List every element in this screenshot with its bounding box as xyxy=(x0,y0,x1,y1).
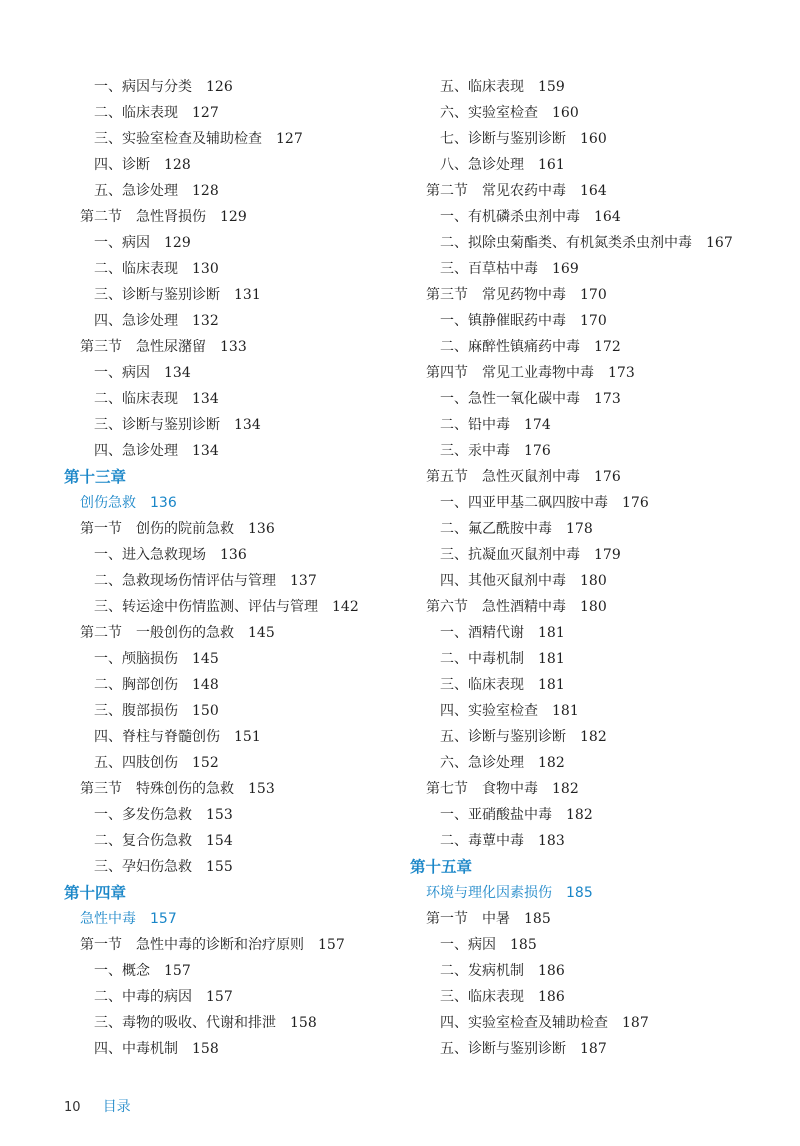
toc-chapter-text: 第十四章 xyxy=(64,884,127,902)
toc-entry-title: 一、多发伤急救 xyxy=(94,807,192,823)
toc-item-entry[interactable] xyxy=(410,958,780,984)
toc-entry-page: 187 xyxy=(622,1015,649,1031)
toc-entry-page: 157 xyxy=(150,911,177,927)
toc-item-entry[interactable] xyxy=(410,152,780,178)
toc-entry-title: 环境与理化因素损伤 xyxy=(426,885,552,901)
toc-entry-title: 二、氟乙酰胺中毒 xyxy=(440,521,552,537)
toc-entry-page: 160 xyxy=(552,105,579,121)
toc-entry-page: 173 xyxy=(594,391,621,407)
toc-entry-page: 185 xyxy=(566,885,593,901)
toc-entry-title: 五、四肢创伤 xyxy=(94,755,178,771)
toc-item-entry[interactable] xyxy=(410,698,780,724)
toc-item-entry[interactable] xyxy=(410,542,780,568)
toc-item-entry[interactable] xyxy=(410,984,780,1010)
toc-entry-title: 四、急诊处理 xyxy=(94,313,178,329)
toc-entry-page: 145 xyxy=(248,625,275,641)
toc-entry-page: 181 xyxy=(552,703,579,719)
toc-entry-title: 第三节 特殊创伤的急救 xyxy=(80,781,234,797)
toc-item-entry[interactable] xyxy=(410,412,780,438)
toc-entry-title: 三、腹部损伤 xyxy=(94,703,178,719)
toc-chapter-heading[interactable] xyxy=(410,854,780,880)
toc-entry-page: 167 xyxy=(706,235,733,251)
toc-entry-page: 129 xyxy=(164,235,191,251)
toc-entry-title: 三、诊断与鉴别诊断 xyxy=(94,417,220,433)
toc-section-entry[interactable] xyxy=(410,360,780,386)
toc-entry-page: 157 xyxy=(318,937,345,953)
toc-entry-title: 四、实验室检查 xyxy=(440,703,538,719)
toc-entry-title: 七、诊断与鉴别诊断 xyxy=(440,131,566,147)
toc-entry-title: 三、抗凝血灭鼠剂中毒 xyxy=(440,547,580,563)
toc-entry-title: 一、病因 xyxy=(94,365,150,381)
toc-entry-page: 134 xyxy=(234,417,261,433)
toc-entry-page: 155 xyxy=(206,859,233,875)
toc-entry-title: 二、复合伤急救 xyxy=(94,833,192,849)
toc-item-entry[interactable] xyxy=(64,802,434,828)
toc-entry-page: 158 xyxy=(192,1041,219,1057)
toc-entry-page: 129 xyxy=(220,209,247,225)
toc-item-entry[interactable] xyxy=(410,126,780,152)
toc-item-entry[interactable] xyxy=(410,204,780,230)
toc-entry-title: 二、胸部创伤 xyxy=(94,677,178,693)
toc-entry-title: 一、病因与分类 xyxy=(94,79,192,95)
toc-entry-page: 169 xyxy=(552,261,579,277)
toc-entry-page: 130 xyxy=(192,261,219,277)
toc-chapter-heading[interactable] xyxy=(64,464,434,490)
toc-entry-title: 三、诊断与鉴别诊断 xyxy=(94,287,220,303)
toc-left-column xyxy=(64,74,434,1062)
toc-item-entry[interactable] xyxy=(64,646,434,672)
toc-entry-page: 176 xyxy=(622,495,649,511)
toc-entry-page: 170 xyxy=(580,313,607,329)
toc-entry-title: 二、急救现场伤情评估与管理 xyxy=(94,573,276,589)
toc-item-entry[interactable] xyxy=(410,438,780,464)
toc-item-entry[interactable] xyxy=(410,646,780,672)
toc-item-entry[interactable] xyxy=(64,178,434,204)
toc-entry-page: 127 xyxy=(276,131,303,147)
toc-entry-title: 三、毒物的吸收、代谢和排泄 xyxy=(94,1015,276,1031)
toc-item-entry[interactable] xyxy=(64,1036,434,1062)
toc-entry-page: 137 xyxy=(290,573,317,589)
toc-item-entry[interactable] xyxy=(64,360,434,386)
toc-item-entry[interactable] xyxy=(64,308,434,334)
toc-entry-title: 四、中毒机制 xyxy=(94,1041,178,1057)
toc-entry-page: 157 xyxy=(206,989,233,1005)
toc-section-entry[interactable] xyxy=(64,776,434,802)
toc-entry-page: 173 xyxy=(608,365,635,381)
toc-entry-page: 158 xyxy=(290,1015,317,1031)
toc-entry-page: 176 xyxy=(594,469,621,485)
toc-entry-title: 二、中毒机制 xyxy=(440,651,524,667)
toc-item-entry[interactable] xyxy=(410,802,780,828)
toc-entry-page: 134 xyxy=(192,391,219,407)
toc-item-entry[interactable] xyxy=(64,152,434,178)
toc-entry-page: 148 xyxy=(192,677,219,693)
toc-entry-page: 159 xyxy=(538,79,565,95)
toc-section-entry[interactable] xyxy=(410,282,780,308)
toc-entry-title: 第一节 创伤的院前急救 xyxy=(80,521,234,537)
toc-entry-title: 一、四亚甲基二砜四胺中毒 xyxy=(440,495,608,511)
toc-item-entry[interactable] xyxy=(410,516,780,542)
toc-entry-title: 二、临床表现 xyxy=(94,391,178,407)
toc-item-entry[interactable] xyxy=(410,74,780,100)
toc-item-entry[interactable] xyxy=(410,1036,780,1062)
toc-item-entry[interactable] xyxy=(410,620,780,646)
toc-item-entry[interactable] xyxy=(64,724,434,750)
toc-item-entry[interactable] xyxy=(64,594,434,620)
toc-entry-page: 178 xyxy=(566,521,593,537)
toc-section-entry[interactable] xyxy=(64,204,434,230)
toc-entry-title: 六、实验室检查 xyxy=(440,105,538,121)
toc-entry-page: 157 xyxy=(164,963,191,979)
toc-entry-title: 第一节 中暑 xyxy=(426,911,510,927)
toc-item-entry[interactable] xyxy=(64,1010,434,1036)
toc-entry-title: 一、病因 xyxy=(440,937,496,953)
toc-entry-page: 183 xyxy=(538,833,565,849)
toc-entry-title: 四、其他灭鼠剂中毒 xyxy=(440,573,566,589)
toc-item-entry[interactable] xyxy=(410,230,780,256)
toc-section-entry[interactable] xyxy=(64,516,434,542)
toc-section-entry[interactable] xyxy=(410,464,780,490)
toc-entry-title: 创伤急救 xyxy=(80,495,136,511)
toc-entry-page: 145 xyxy=(192,651,219,667)
toc-entry-title: 三、临床表现 xyxy=(440,989,524,1005)
toc-entry-page: 154 xyxy=(206,833,233,849)
toc-entry-page: 182 xyxy=(552,781,579,797)
toc-entry-title: 四、急诊处理 xyxy=(94,443,178,459)
toc-entry-page: 134 xyxy=(164,365,191,381)
toc-chapter-sub-entry[interactable] xyxy=(410,880,780,906)
toc-section-entry[interactable] xyxy=(64,620,434,646)
toc-entry-title: 五、临床表现 xyxy=(440,79,524,95)
toc-section-entry[interactable] xyxy=(410,178,780,204)
toc-entry-title: 一、进入急救现场 xyxy=(94,547,206,563)
toc-entry-title: 二、临床表现 xyxy=(94,261,178,277)
toc-entry-title: 五、诊断与鉴别诊断 xyxy=(440,729,566,745)
toc-section-entry[interactable] xyxy=(410,776,780,802)
toc-item-entry[interactable] xyxy=(410,828,780,854)
toc-entry-title: 三、转运途中伤情监测、评估与管理 xyxy=(94,599,318,615)
toc-item-entry[interactable] xyxy=(64,828,434,854)
toc-entry-page: 186 xyxy=(538,963,565,979)
toc-item-entry[interactable] xyxy=(410,932,780,958)
toc-section-entry[interactable] xyxy=(410,906,780,932)
toc-entry-page: 187 xyxy=(580,1041,607,1057)
toc-entry-title: 二、中毒的病因 xyxy=(94,989,192,1005)
toc-item-entry[interactable] xyxy=(410,750,780,776)
toc-entry-page: 180 xyxy=(580,599,607,615)
toc-entry-page: 174 xyxy=(524,417,551,433)
toc-entry-page: 132 xyxy=(192,313,219,329)
toc-entry-page: 181 xyxy=(538,625,565,641)
toc-entry-title: 三、百草枯中毒 xyxy=(440,261,538,277)
toc-entry-page: 153 xyxy=(248,781,275,797)
toc-section-entry[interactable] xyxy=(64,334,434,360)
toc-entry-title: 八、急诊处理 xyxy=(440,157,524,173)
toc-entry-title: 一、亚硝酸盐中毒 xyxy=(440,807,552,823)
toc-entry-title: 第二节 常见农药中毒 xyxy=(426,183,566,199)
toc-entry-page: 186 xyxy=(538,989,565,1005)
toc-item-entry[interactable] xyxy=(410,386,780,412)
toc-item-entry[interactable] xyxy=(410,308,780,334)
toc-entry-page: 176 xyxy=(524,443,551,459)
toc-entry-title: 二、发病机制 xyxy=(440,963,524,979)
toc-section-entry[interactable] xyxy=(410,594,780,620)
toc-entry-title: 五、急诊处理 xyxy=(94,183,178,199)
footer-label: 目录 xyxy=(102,1099,131,1115)
toc-item-entry[interactable] xyxy=(410,490,780,516)
toc-item-entry[interactable] xyxy=(410,1010,780,1036)
toc-entry-page: 161 xyxy=(538,157,565,173)
toc-entry-page: 170 xyxy=(580,287,607,303)
toc-entry-title: 第六节 急性酒精中毒 xyxy=(426,599,566,615)
toc-entry-page: 151 xyxy=(234,729,261,745)
toc-entry-page: 179 xyxy=(594,547,621,563)
toc-entry-page: 136 xyxy=(220,547,247,563)
toc-entry-page: 136 xyxy=(248,521,275,537)
toc-entry-page: 180 xyxy=(580,573,607,589)
toc-entry-title: 第三节 急性尿潴留 xyxy=(80,339,206,355)
toc-entry-title: 三、孕妇伤急救 xyxy=(94,859,192,875)
toc-entry-title: 二、毒蕈中毒 xyxy=(440,833,524,849)
toc-entry-page: 126 xyxy=(206,79,233,95)
toc-entry-page: 182 xyxy=(538,755,565,771)
toc-entry-title: 二、麻醉性镇痛药中毒 xyxy=(440,339,580,355)
toc-entry-page: 181 xyxy=(538,677,565,693)
toc-entry-title: 一、急性一氧化碳中毒 xyxy=(440,391,580,407)
toc-entry-title: 急性中毒 xyxy=(80,911,136,927)
toc-item-entry[interactable] xyxy=(64,256,434,282)
toc-entry-title: 第二节 急性肾损伤 xyxy=(80,209,206,225)
toc-chapter-sub-entry[interactable] xyxy=(64,490,434,516)
toc-item-entry[interactable] xyxy=(64,568,434,594)
toc-item-entry[interactable] xyxy=(64,438,434,464)
toc-item-entry[interactable] xyxy=(64,100,434,126)
toc-entry-page: 134 xyxy=(192,443,219,459)
toc-entry-title: 一、概念 xyxy=(94,963,150,979)
toc-entry-title: 三、实验室检查及辅助检查 xyxy=(94,131,262,147)
toc-entry-title: 第四节 常见工业毒物中毒 xyxy=(426,365,594,381)
toc-entry-title: 第七节 食物中毒 xyxy=(426,781,538,797)
toc-entry-title: 第三节 常见药物中毒 xyxy=(426,287,566,303)
toc-entry-title: 一、病因 xyxy=(94,235,150,251)
toc-entry-page: 150 xyxy=(192,703,219,719)
toc-entry-title: 四、诊断 xyxy=(94,157,150,173)
toc-item-entry[interactable] xyxy=(64,126,434,152)
toc-entry-title: 六、急诊处理 xyxy=(440,755,524,771)
toc-entry-page: 164 xyxy=(594,209,621,225)
toc-item-entry[interactable] xyxy=(410,724,780,750)
toc-item-entry[interactable] xyxy=(64,282,434,308)
toc-entry-page: 182 xyxy=(566,807,593,823)
toc-entry-page: 133 xyxy=(220,339,247,355)
toc-entry-title: 二、铅中毒 xyxy=(440,417,510,433)
toc-entry-page: 160 xyxy=(580,131,607,147)
toc-item-entry[interactable] xyxy=(410,334,780,360)
toc-entry-title: 一、有机磷杀虫剂中毒 xyxy=(440,209,580,225)
toc-item-entry[interactable] xyxy=(410,672,780,698)
toc-chapter-text: 第十三章 xyxy=(64,468,127,486)
toc-entry-title: 第二节 一般创伤的急救 xyxy=(80,625,234,641)
toc-entry-page: 182 xyxy=(580,729,607,745)
toc-item-entry[interactable] xyxy=(64,854,434,880)
toc-entry-title: 二、临床表现 xyxy=(94,105,178,121)
toc-entry-page: 131 xyxy=(234,287,261,303)
toc-entry-title: 一、颅脑损伤 xyxy=(94,651,178,667)
toc-entry-page: 153 xyxy=(206,807,233,823)
toc-entry-title: 五、诊断与鉴别诊断 xyxy=(440,1041,566,1057)
toc-item-entry[interactable] xyxy=(64,672,434,698)
toc-item-entry[interactable] xyxy=(64,984,434,1010)
toc-entry-title: 一、酒精代谢 xyxy=(440,625,524,641)
toc-item-entry[interactable] xyxy=(64,412,434,438)
toc-entry-page: 181 xyxy=(538,651,565,667)
toc-entry-page: 128 xyxy=(164,157,191,173)
toc-item-entry[interactable] xyxy=(64,698,434,724)
toc-entry-page: 185 xyxy=(510,937,537,953)
toc-entry-page: 127 xyxy=(192,105,219,121)
toc-chapter-heading[interactable] xyxy=(64,880,434,906)
toc-entry-title: 第五节 急性灭鼠剂中毒 xyxy=(426,469,580,485)
toc-item-entry[interactable] xyxy=(410,568,780,594)
toc-entry-title: 一、镇静催眠药中毒 xyxy=(440,313,566,329)
toc-section-entry[interactable] xyxy=(64,932,434,958)
footer-page-number: 10 xyxy=(64,1100,81,1115)
page-footer xyxy=(64,1096,131,1118)
toc-entry-title: 第一节 急性中毒的诊断和治疗原则 xyxy=(80,937,304,953)
toc-entry-page: 164 xyxy=(580,183,607,199)
toc-entry-page: 172 xyxy=(594,339,621,355)
toc-entry-title: 四、脊柱与脊髓创伤 xyxy=(94,729,220,745)
toc-item-entry[interactable] xyxy=(410,100,780,126)
toc-entry-page: 136 xyxy=(150,495,177,511)
toc-item-entry[interactable] xyxy=(64,74,434,100)
toc-item-entry[interactable] xyxy=(64,542,434,568)
toc-item-entry[interactable] xyxy=(64,230,434,256)
toc-item-entry[interactable] xyxy=(64,958,434,984)
toc-entry-page: 185 xyxy=(524,911,551,927)
toc-entry-title: 四、实验室检查及辅助检查 xyxy=(440,1015,608,1031)
toc-entry-page: 142 xyxy=(332,599,359,615)
toc-chapter-text: 第十五章 xyxy=(410,858,473,876)
toc-right-column xyxy=(410,74,780,1062)
toc-chapter-sub-entry[interactable] xyxy=(64,906,434,932)
toc-item-entry[interactable] xyxy=(410,256,780,282)
toc-entry-title: 三、临床表现 xyxy=(440,677,524,693)
toc-entry-title: 三、汞中毒 xyxy=(440,443,510,459)
toc-entry-page: 128 xyxy=(192,183,219,199)
toc-entry-title: 二、拟除虫菊酯类、有机氮类杀虫剂中毒 xyxy=(440,235,692,251)
toc-entry-page: 152 xyxy=(192,755,219,771)
toc-item-entry[interactable] xyxy=(64,750,434,776)
toc-item-entry[interactable] xyxy=(64,386,434,412)
